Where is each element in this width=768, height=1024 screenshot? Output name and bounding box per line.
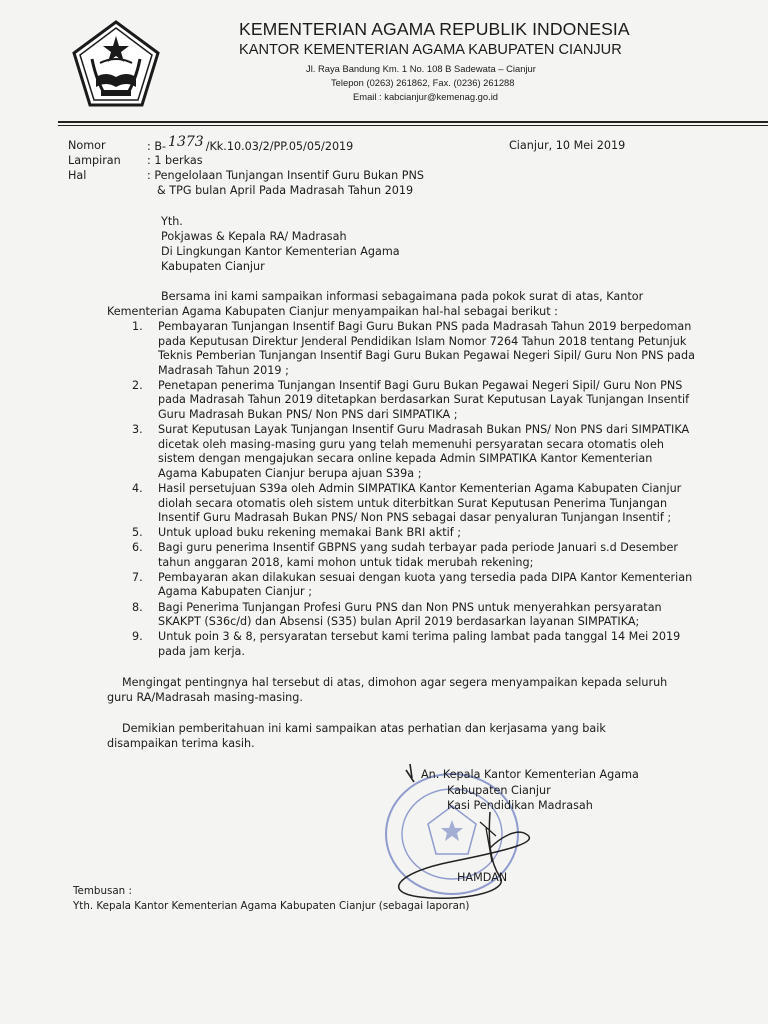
item-line: Hasil persetujuan S39a oleh Admin SIMPATIKA Kantor Kementerian Agama Kabupaten Cianjur	[158, 482, 682, 495]
item-line: Guru Madrasah Bukan PNS/ Non PNS dari SIMPATIKA ;	[158, 408, 458, 421]
item-line: Bagi Penerima Tunjangan Profesi Guru PNS dan Non PNS untuk menyerahkan persyaratan	[158, 601, 662, 614]
closing-line: Demikian pemberitahuan ini kami sampaikan atas perhatian dan kerjasama yang baik	[122, 722, 606, 735]
signature-line-3: Kasi Pendidikan Madrasah	[447, 799, 593, 812]
item-line: Surat Keputusan Layak Tunjangan Insentif Guru Madrasah Bukan PNS/ Non PNS dari SIMPATIKA	[158, 423, 690, 436]
signature-line-1: An. Kepala Kantor Kementerian Agama	[421, 768, 639, 781]
hal-value-1: : Pengelolaan Tunjangan Insentif Guru Bukan PNS	[147, 169, 424, 182]
nomor-label: Nomor	[68, 139, 106, 152]
item-line: Agama Kabupaten Cianjur berupa ajuan S39a ;	[158, 467, 422, 480]
nomor-value	[147, 134, 354, 155]
handwritten-signature	[340, 752, 570, 912]
emblem-icon	[70, 19, 162, 111]
nomor-suffix: /Kk.10.03/2/PP.05/05/2019	[205, 140, 354, 153]
item-line: tahun anggaran 2018, kami mohon untuk tidak merubah rekening;	[158, 556, 534, 569]
item-line: SKAKPT (S36c/d) dan Absensi (S35) bulan April 2019 berdasarkan layanan SIMPATIKA;	[158, 615, 640, 628]
item-line: pada Madrasah Tahun 2019 ditetapkan berdasarkan Surat Keputusan Layak Tunjangan Insentif	[158, 393, 690, 406]
item-line: sistem dengan mengajukan secara online kepada Admin SIMPATIKA Kantor Kementerian	[158, 452, 653, 465]
signatory-name: HAMDAN	[457, 871, 508, 884]
item-number: 5.	[132, 526, 143, 539]
recipient-line: Kabupaten Cianjur	[161, 260, 265, 273]
recipient-line: Pokjawas & Kepala RA/ Madrasah	[161, 230, 347, 243]
ministry-logo	[70, 19, 162, 111]
item-number: 7.	[132, 571, 143, 584]
office-phone: Telepon (0263) 261862, Fax. (0236) 261288	[331, 77, 515, 88]
ministry-name: KEMENTERIAN AGAMA REPUBLIK INDONESIA	[239, 19, 630, 39]
signature-scribble-icon	[340, 752, 570, 912]
item-number: 9.	[132, 630, 143, 643]
tembusan-label: Tembusan :	[73, 885, 132, 897]
header-rule-thick	[58, 121, 768, 123]
item-number: 8.	[132, 601, 143, 614]
place-date: Cianjur, 10 Mei 2019	[509, 139, 626, 152]
item-line: Agama Kabupaten Cianjur ;	[158, 585, 312, 598]
item-line: Pembayaran akan dilakukan sesuai dengan kuota yang tersedia pada DIPA Kantor Kementerian	[158, 571, 693, 584]
item-line: Penetapan penerima Tunjangan Insentif Bagi Guru Bukan Pegawai Negeri Sipil/ Guru Non PNS	[158, 379, 683, 392]
item-number: 1.	[132, 320, 143, 333]
item-number: 2.	[132, 379, 143, 392]
item-line: Teknis Pemberian Tunjangan Insentif Bagi Guru Bukan Pegawai Negeri Sipil/ Guru Non PNS pada	[158, 349, 695, 362]
intro-line: Kementerian Agama Kabupaten Cianjur menyampaikan hal-hal sebagai berikut :	[107, 305, 558, 318]
office-name: KANTOR KEMENTERIAN AGAMA KABUPATEN CIANJUR	[239, 42, 622, 58]
nomor-prefix: : B-	[147, 140, 167, 153]
item-line: diolah secara otomatis oleh sistem untuk diterbitkan Surat Keputusan Penerima Tunjangan	[158, 497, 668, 510]
tembusan-line: Yth. Kepala Kantor Kementerian Agama Kabupaten Cianjur (sebagai laporan)	[73, 900, 470, 912]
item-line: Insentif Guru Madrasah Bukan PNS/ Non PNS sebagai dasar penyaluran Tunjangan Insentif ;	[158, 511, 672, 524]
recipient-line: Yth.	[161, 215, 183, 228]
item-line: Pembayaran Tunjangan Insentif Bagi Guru Bukan PNS pada Madrasah Tahun 2019 berpedoman	[158, 320, 692, 333]
hal-value-2: & TPG bulan April Pada Madrasah Tahun 2019	[157, 184, 414, 197]
intro-line: Bersama ini kami sampaikan informasi sebagaimana pada pokok surat di atas, Kantor	[161, 290, 644, 303]
nomor-handwritten: 1373	[168, 134, 204, 150]
item-number: 6.	[132, 541, 143, 554]
closing-line: Mengingat pentingnya hal tersebut di atas, dimohon agar segera menyampaikan kepada seluruh	[122, 676, 668, 689]
item-line: Bagi guru penerima Insentif GBPNS yang sudah terbayar pada periode Januari s.d Desember	[158, 541, 678, 554]
hal-label: Hal	[68, 169, 87, 182]
office-address: Jl. Raya Bandung Km. 1 No. 108 B Sadewata – Cianjur	[306, 63, 536, 74]
lampiran-value: : 1 berkas	[147, 154, 203, 167]
office-email: Email : kabcianjur@kemenag.go.id	[353, 91, 499, 102]
item-line: pada jam kerja.	[158, 645, 245, 658]
header-rule-thin	[58, 125, 768, 126]
item-line: Untuk poin 3 & 8, persyaratan tersebut kami terima paling lambat pada tanggal 14 Mei 2019	[158, 630, 681, 643]
item-line: pada Keputusan Direktur Jenderal Pendidikan Islam Nomor 7264 Tahun 2018 tentang Petunjuk	[158, 335, 687, 348]
item-number: 4.	[132, 482, 143, 495]
item-line: dicetak oleh masing-masing guru yang telah memenuhi persyaratan secara otomatis oleh	[158, 438, 664, 451]
item-number: 3.	[132, 423, 143, 436]
closing-line: guru RA/Madrasah masing-masing.	[107, 691, 303, 704]
item-line: Madrasah Tahun 2019 ;	[158, 364, 289, 377]
closing-line: disampaikan terima kasih.	[107, 737, 255, 750]
signature-line-2: Kabupaten Cianjur	[447, 784, 551, 797]
lampiran-label: Lampiran	[68, 154, 121, 167]
recipient-line: Di Lingkungan Kantor Kementerian Agama	[161, 245, 400, 258]
item-line: Untuk upload buku rekening memakai Bank BRI aktif ;	[158, 526, 461, 539]
